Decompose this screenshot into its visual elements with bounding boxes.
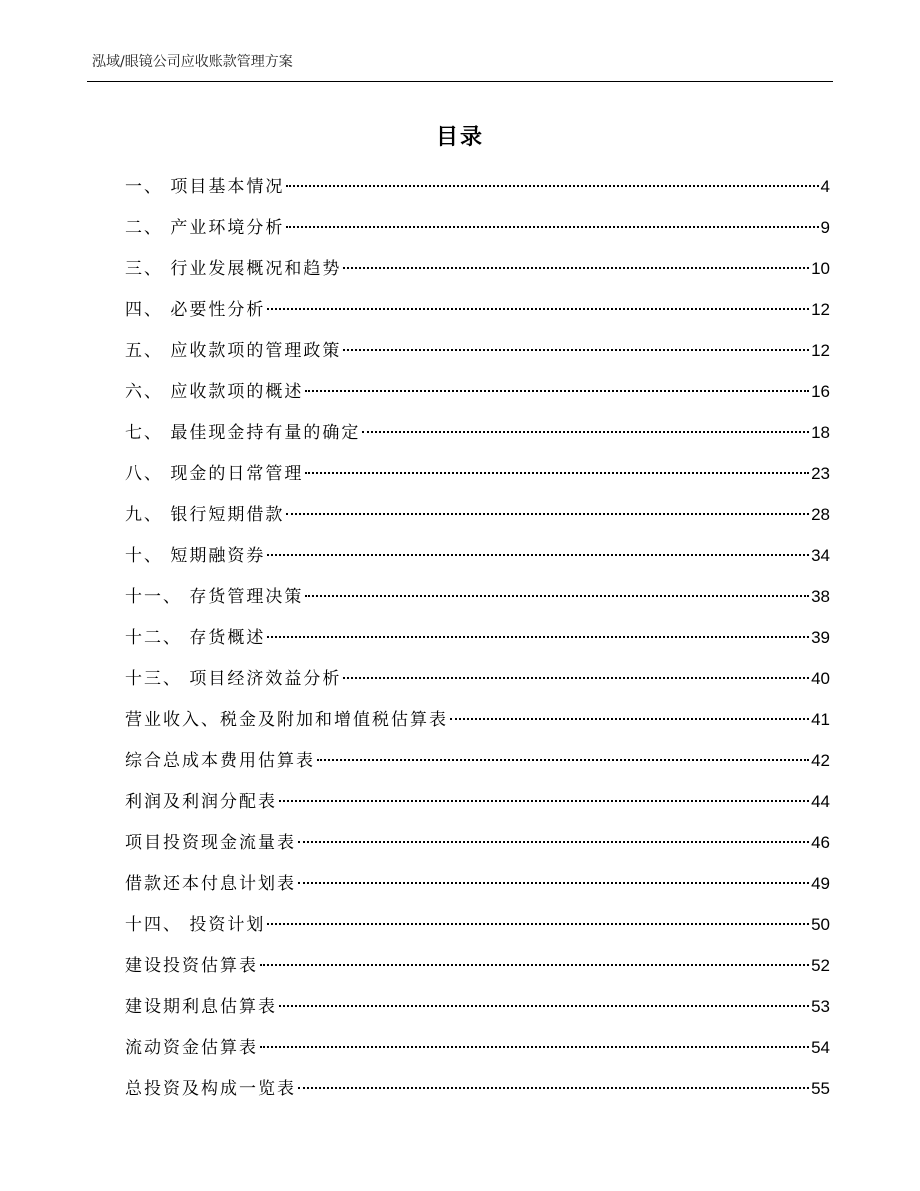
toc-entry-label: 项目投资现金流量表 — [125, 833, 296, 853]
toc-entry[interactable] — [125, 295, 830, 336]
toc-entry-label: 三、 行业发展概况和趋势 — [125, 259, 342, 279]
toc-entry-page: 18 — [811, 423, 830, 442]
table-of-contents — [125, 172, 830, 1115]
toc-entry[interactable] — [125, 172, 830, 213]
dot-leader — [450, 718, 809, 720]
dot-leader — [260, 964, 809, 966]
toc-entry-label: 十二、 存货概述 — [125, 628, 266, 648]
toc-entry[interactable] — [125, 1074, 830, 1115]
toc-entry-page: 54 — [811, 1038, 830, 1057]
toc-entry-page: 49 — [811, 874, 830, 893]
dot-leader — [286, 513, 809, 515]
toc-entry-page: 4 — [820, 177, 830, 196]
toc-entry[interactable] — [125, 664, 830, 705]
toc-entry-label: 八、 现金的日常管理 — [125, 464, 304, 484]
toc-entry-label: 利润及利润分配表 — [125, 792, 277, 812]
dot-leader — [267, 923, 809, 925]
toc-entry-page: 28 — [811, 505, 830, 524]
dot-leader — [286, 185, 818, 187]
toc-entry[interactable] — [125, 541, 830, 582]
dot-leader — [279, 1005, 809, 1007]
page-header: 泓域/眼镜公司应收账款管理方案 — [92, 54, 293, 70]
toc-entry[interactable] — [125, 787, 830, 828]
toc-entry[interactable] — [125, 828, 830, 869]
toc-entry-label: 一、 项目基本情况 — [125, 177, 285, 197]
dot-leader — [362, 431, 809, 433]
toc-entry[interactable] — [125, 869, 830, 910]
toc-entry-label: 借款还本付息计划表 — [125, 874, 296, 894]
toc-entry[interactable] — [125, 213, 830, 254]
toc-entry-page: 39 — [811, 628, 830, 647]
toc-entry-label: 十、 短期融资券 — [125, 546, 266, 566]
toc-entry[interactable] — [125, 459, 830, 500]
toc-entry-page: 50 — [811, 915, 830, 934]
toc-entry[interactable] — [125, 910, 830, 951]
dot-leader — [305, 472, 809, 474]
dot-leader — [343, 267, 809, 269]
toc-entry-page: 41 — [811, 710, 830, 729]
toc-entry-page: 40 — [811, 669, 830, 688]
toc-entry-page: 23 — [811, 464, 830, 483]
toc-entry-label: 营业收入、税金及附加和增值税估算表 — [125, 710, 448, 730]
toc-entry-page: 52 — [811, 956, 830, 975]
toc-entry-page: 38 — [811, 587, 830, 606]
dot-leader — [305, 390, 809, 392]
toc-entry-page: 12 — [811, 341, 830, 360]
toc-entry[interactable] — [125, 623, 830, 664]
toc-entry-page: 16 — [811, 382, 830, 401]
dot-leader — [298, 1087, 809, 1089]
dot-leader — [343, 349, 809, 351]
dot-leader — [279, 800, 809, 802]
toc-entry-label: 七、 最佳现金持有量的确定 — [125, 423, 361, 443]
toc-entry-label: 五、 应收款项的管理政策 — [125, 341, 342, 361]
toc-entry[interactable] — [125, 500, 830, 541]
toc-entry-page: 44 — [811, 792, 830, 811]
dot-leader — [260, 1046, 809, 1048]
header-divider — [87, 81, 833, 82]
toc-entry[interactable] — [125, 746, 830, 787]
toc-entry[interactable] — [125, 418, 830, 459]
toc-entry[interactable] — [125, 254, 830, 295]
toc-entry-page: 53 — [811, 997, 830, 1016]
dot-leader — [298, 841, 809, 843]
dot-leader — [343, 677, 809, 679]
toc-entry-page: 12 — [811, 300, 830, 319]
toc-entry[interactable] — [125, 1033, 830, 1074]
toc-entry-label: 六、 应收款项的概述 — [125, 382, 304, 402]
toc-entry-page: 34 — [811, 546, 830, 565]
dot-leader — [267, 308, 809, 310]
toc-entry-page: 42 — [811, 751, 830, 770]
toc-entry-label: 九、 银行短期借款 — [125, 505, 285, 525]
toc-entry[interactable] — [125, 336, 830, 377]
toc-entry-label: 四、 必要性分析 — [125, 300, 266, 320]
toc-entry-page: 10 — [811, 259, 830, 278]
toc-entry-label: 十四、 投资计划 — [125, 915, 266, 935]
toc-entry-label: 建设期利息估算表 — [125, 997, 277, 1017]
dot-leader — [267, 636, 809, 638]
toc-entry[interactable] — [125, 582, 830, 623]
dot-leader — [305, 595, 809, 597]
toc-entry[interactable] — [125, 992, 830, 1033]
toc-entry-page: 9 — [820, 218, 830, 237]
dot-leader — [286, 226, 818, 228]
toc-entry-page: 46 — [811, 833, 830, 852]
toc-entry-label: 二、 产业环境分析 — [125, 218, 285, 238]
toc-entry-label: 流动资金估算表 — [125, 1038, 258, 1058]
toc-entry-label: 总投资及构成一览表 — [125, 1079, 296, 1099]
toc-entry[interactable] — [125, 951, 830, 992]
toc-entry[interactable] — [125, 705, 830, 746]
dot-leader — [298, 882, 809, 884]
dot-leader — [267, 554, 809, 556]
toc-entry-label: 建设投资估算表 — [125, 956, 258, 976]
toc-entry-label: 十三、 项目经济效益分析 — [125, 669, 342, 689]
toc-entry-page: 55 — [811, 1079, 830, 1098]
toc-title: 目录 — [435, 125, 484, 150]
toc-entry[interactable] — [125, 377, 830, 418]
dot-leader — [317, 759, 809, 761]
toc-entry-label: 十一、 存货管理决策 — [125, 587, 304, 607]
toc-entry-label: 综合总成本费用估算表 — [125, 751, 315, 771]
